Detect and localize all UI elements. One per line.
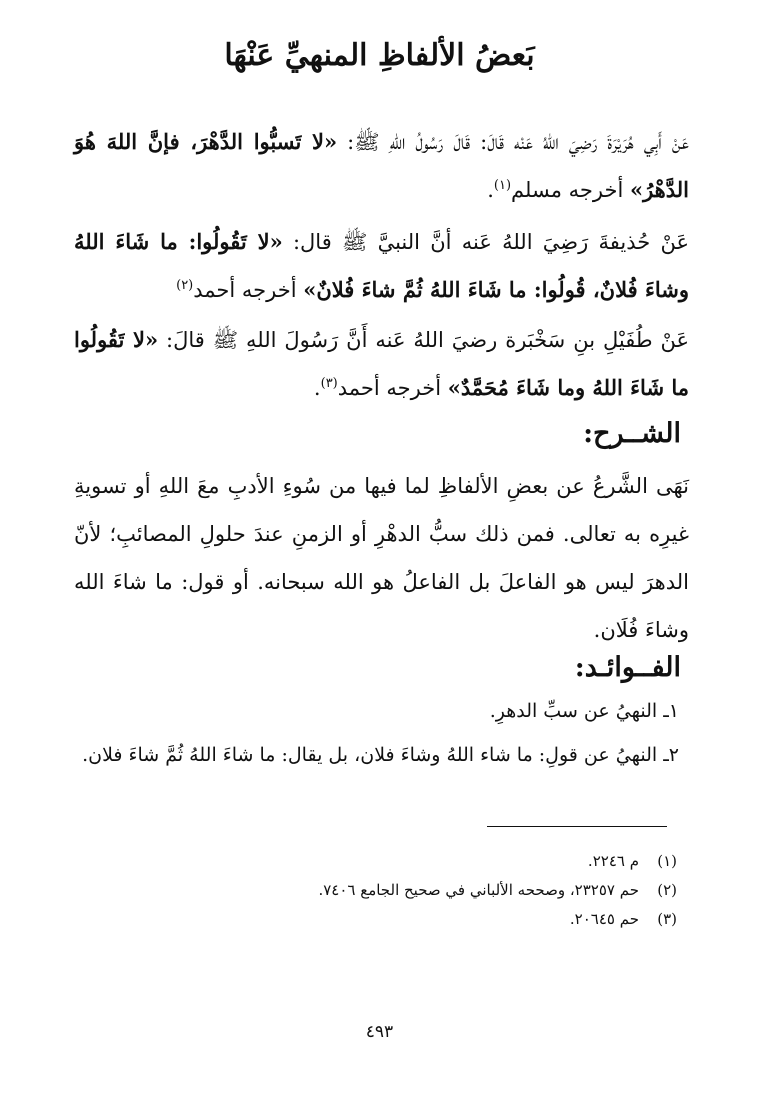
footnote-1: [77, 852, 677, 870]
hadith-2-narration: عَنْ حُذيفةَ رَضِيَ اللهُ عَنه أنَّ النبيَّ ﷺ قال:: [282, 230, 689, 254]
footnote-1-text: م ٢٢٤٦.: [587, 852, 639, 870]
hadith-2: [74, 218, 689, 314]
fawaid-heading: الفــوائـد:: [574, 652, 681, 683]
hadith-1-end: .: [487, 178, 494, 202]
benefit-item-2: ٢ـ النهيُ عن قولِ: ما شاء اللهُ وشاءَ فلان، بل يقال: ما شاءَ اللهُ ثُمَّ شاءَ فلان.: [82, 744, 679, 766]
hadith-3-end: .: [313, 376, 321, 400]
footnote-2-number: (٢): [657, 881, 677, 899]
hadith-3-quote: «لا تَقُولُوا ما شَاءَ اللهُ وما شَاءَ مُحَمَّدٌ»: [74, 327, 689, 400]
footnote-3: [77, 910, 677, 928]
footnote-divider: [487, 826, 667, 827]
hadith-2-source: أخرجه أحمد: [193, 278, 304, 302]
hadith-1: [74, 118, 689, 214]
benefit-item-1: ١ـ النهيُ عن سبِّ الدهرِ.: [489, 700, 679, 722]
hadith-1-source: أخرجه مسلم: [511, 178, 630, 202]
footnote-1-number: (١): [657, 852, 677, 870]
hadith-1-footnote-ref[interactable]: (١): [493, 178, 512, 193]
hadith-3-narration: عَنْ طُفَيْلِ بنِ سَخْبَرة رضيَ اللهُ عَنه أَنَّ رَسُولَ اللهِ ﷺ قالَ:: [158, 328, 689, 352]
sharh-text: نَهَى الشَّرعُ عن بعضِ الألفاظِ لما فيها من سُوءِ الأدبِ معَ اللهِ أو تسويةِ غيرِه به تعالى. فمن ذلك سبُّ الدهْرِ أو الزمنِ عندَ حلولِ المصائبِ؛ لأنّ الدهرَ ليس هو الفاعلَ بل الفاعلُ هو الله سبحانه. أو قول: ما شاءَ الله وشاءَ فُلَان.: [74, 474, 689, 642]
hadith-3-source: أخرجه أحمد: [337, 376, 448, 400]
hadith-2-footnote-ref[interactable]: (٢): [176, 278, 194, 293]
page-number: ٤٩٣: [365, 1022, 394, 1042]
page-title: بَعضُ الألفاظِ المنهيِّ عَنْهَا: [224, 38, 535, 73]
hadith-1-narration: عَنْ أَبِي هُرَيْرَةَ رَضِيَ اللهُ عَنْه قَالَ: قَالَ رَسُولُ اللهِ ﷺ:: [337, 130, 689, 154]
hadith-2-quote: «لا تَقُولُوا: ما شَاءَ اللهُ وشاءَ فُلانٌ، قُولُوا: ما شَاءَ اللهُ ثُمَّ شاءَ فُلانٌ»: [74, 229, 689, 302]
hadith-3-footnote-ref[interactable]: (٣): [320, 376, 338, 391]
footnote-2-text: حم ٢٣٢٥٧، وصححه الألباني في صحيح الجامع ٧٤٠٦.: [318, 881, 639, 899]
footnote-2: [77, 881, 677, 899]
hadith-1-quote: «لا تَسبُّوا الدَّهْرَ، فإنَّ اللهَ هُوَ الدَّهْرُ»: [74, 129, 689, 202]
hadith-3: [74, 316, 689, 412]
sharh-heading: الشــرح:: [583, 418, 681, 449]
footnote-3-text: حم ٢٠٦٤٥.: [569, 910, 639, 928]
footnote-3-number: (٣): [657, 910, 677, 928]
